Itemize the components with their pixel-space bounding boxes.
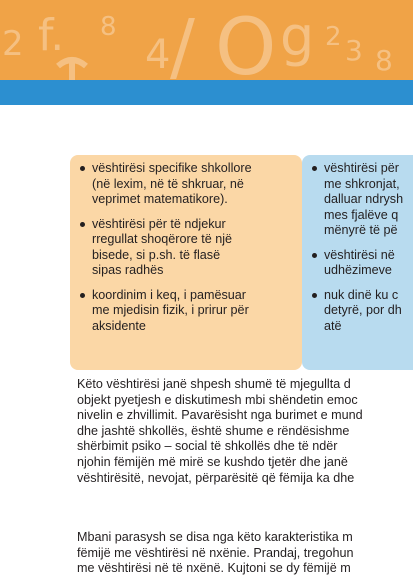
difficulties-box-blue [302, 155, 413, 370]
banner-glyph: 2 [2, 24, 24, 64]
bullet-text-line: vështirësi për [324, 161, 399, 175]
bullet-text-line: detyrë, por dh [324, 303, 402, 317]
bullet-text-line: nuk dinë ku c [324, 287, 399, 302]
bullet-dot-icon [312, 166, 317, 171]
bullet-item [78, 217, 294, 279]
paragraph-line: objekt pyetjesh e diskutimesh mbi shëndetin emoc [77, 392, 358, 407]
paragraph-line: shërbimit psiko – social të shkollës dhe të ndër [77, 439, 338, 454]
bullet-dot-icon [312, 253, 317, 258]
bullet-text-line: veprimet matematikore). [92, 192, 228, 206]
bullet-text-line: me mjedisin fizik, i prirur për [92, 303, 249, 317]
bullet-item [310, 288, 413, 335]
bullet-text-line: me shkronjat, [324, 176, 400, 191]
bullet-text-line: udhëzimeve [324, 263, 392, 277]
bullet-text-line: atë [324, 318, 342, 333]
bullet-text-line: vështirësi për të ndjekur [92, 216, 226, 231]
phi-glyph-stroke [58, 60, 86, 80]
difficulties-box-orange [70, 155, 302, 370]
bullet-text-line: sipas radhës [92, 263, 164, 277]
bullet-item [78, 161, 294, 208]
banner-glyph: f. [38, 10, 65, 61]
banner-glyph: O [215, 3, 277, 80]
paragraph-line: dhe jashtë shkollës, është shume e rëndësishme [77, 423, 350, 438]
difficulties-list-blue [310, 161, 413, 334]
paragraph-line: vështirësitë, nevojat, përparësitë që fëmija ka dhe [77, 470, 355, 485]
paragraph-line: nivelin e zhvillimit. Pavarësisht nga burimet e mund [77, 408, 363, 423]
banner-glyph: 8 [375, 44, 393, 77]
paragraph-line: fëmijë me vështirësi në nxënie. Prandaj, tregohun [77, 545, 354, 560]
bullet-item [310, 161, 413, 239]
bullet-text-line: dalluar ndrysh [324, 192, 404, 206]
decorative-math-glyphs [0, 0, 413, 80]
difficulties-list-orange [78, 161, 294, 334]
bullet-dot-icon [80, 166, 85, 171]
bullet-item [78, 288, 294, 335]
body-paragraph-2 [77, 530, 413, 577]
header-strip [0, 80, 413, 105]
banner-glyph: 8 [100, 12, 117, 42]
bullet-item [310, 248, 413, 279]
paragraph-line: Këto vështirësi janë shpesh shumë të mjegullta d [77, 377, 351, 391]
banner-glyph: / [170, 4, 195, 80]
bullet-dot-icon [312, 293, 317, 298]
paragraph-line: njohin fëmijën më mirë se kushdo tjetër dhe janë [77, 454, 348, 469]
banner-glyph: 3 [345, 34, 363, 67]
paragraph-line: me vështirësi në të nxënë. Kujtoni se dy fëmijë m [77, 561, 351, 576]
bullet-text-line: rregullat shoqërore të një [92, 232, 233, 246]
bullet-text-line: mënyrë të pë [324, 223, 398, 237]
banner-glyph: 2 [325, 22, 342, 52]
bullet-text-line: (në lexim, në të shkruar, në [92, 176, 244, 191]
bullet-text-line: bisede, si p.sh. të flasë [92, 247, 221, 262]
body-paragraph-1 [77, 377, 413, 486]
bullet-dot-icon [80, 222, 85, 227]
header-banner [0, 0, 413, 80]
bullet-text-line: mes fjalëve q [324, 207, 399, 222]
bullet-text-line: koordinim i keq, i pamësuar [92, 287, 246, 302]
banner-glyph: 4 [145, 32, 171, 78]
bullet-text-line: vështirësi në [324, 247, 395, 262]
paragraph-line: Mbani parasysh se disa nga këto karakteristika m [77, 530, 353, 544]
banner-glyph: g [280, 5, 315, 68]
bullet-text-line: vështirësi specifike shkollore [92, 161, 252, 175]
bullet-dot-icon [80, 293, 85, 298]
bullet-text-line: aksidente [92, 318, 146, 333]
